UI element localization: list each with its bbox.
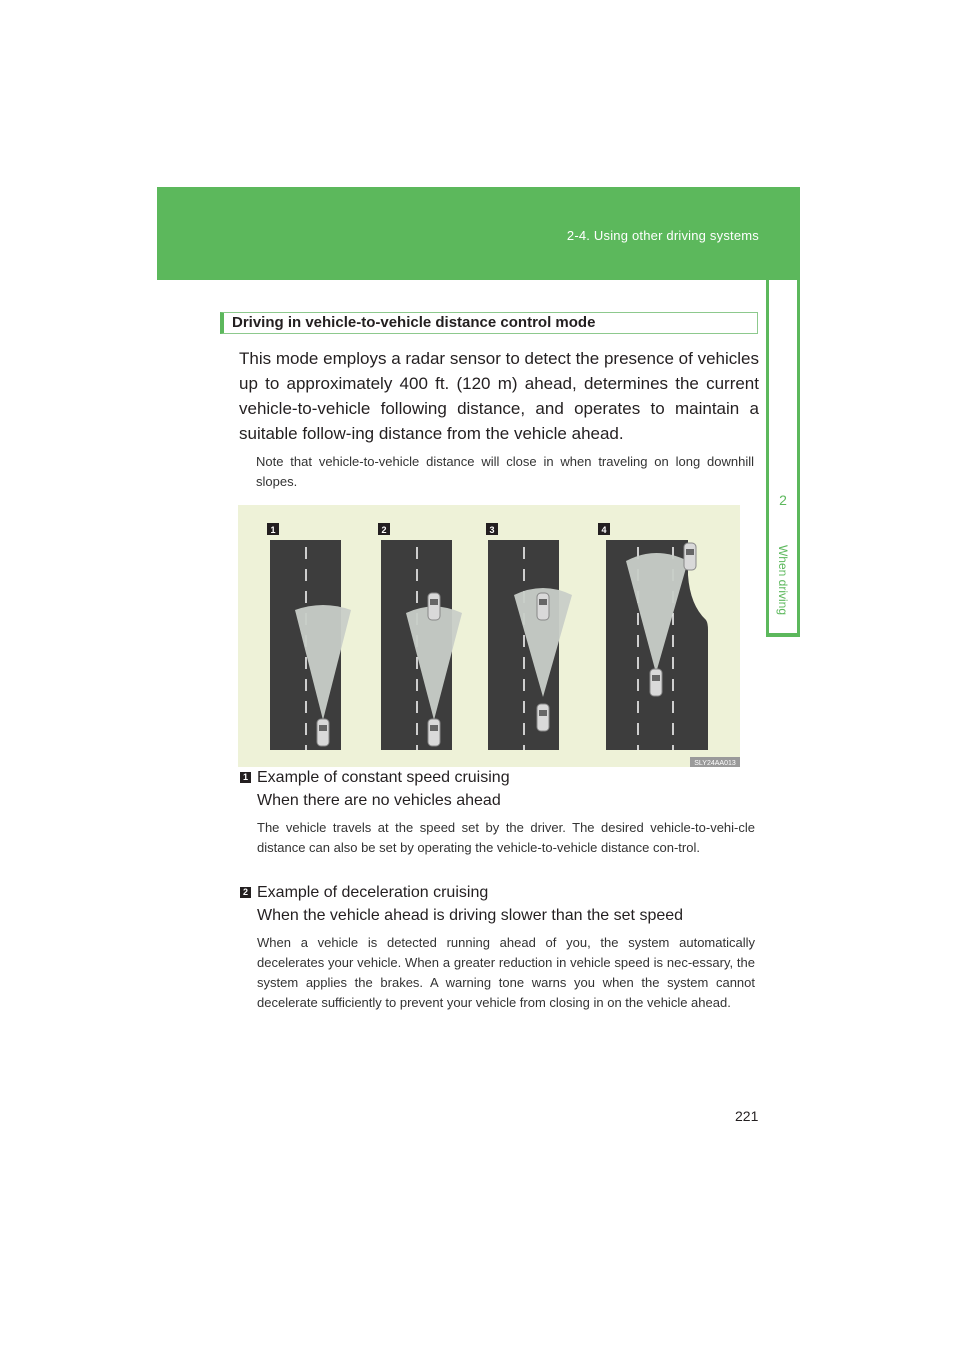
marker-2: 2	[381, 525, 387, 535]
item-2-subtitle: When the vehicle ahead is driving slower than the set speed	[257, 907, 684, 924]
scenario-panel-2	[381, 540, 462, 750]
scenario-panel-1	[270, 540, 351, 750]
section-heading-box	[220, 312, 758, 334]
page-number: 221	[735, 1108, 759, 1124]
vehicle-ahead	[537, 593, 549, 620]
chapter-label: When driving	[776, 544, 790, 616]
own-vehicle	[537, 704, 549, 731]
chapter-number: 2	[779, 492, 787, 508]
vehicle-changing-lane	[684, 543, 696, 570]
section-heading: Driving in vehicle-to-vehicle distance control mode	[232, 314, 596, 331]
item-1-subtitle: When there are no vehicles ahead	[257, 792, 501, 809]
item-marker-2: 2	[240, 887, 251, 898]
item-1-description: The vehicle travels at the speed set by the driver. The desired vehicle-to-vehi-cle distance can also be set by operating the vehicle-to-vehicle distance con-trol.	[257, 820, 755, 855]
own-vehicle	[428, 719, 440, 746]
marker-3: 3	[489, 525, 495, 535]
own-vehicle	[317, 719, 329, 746]
vehicle-ahead	[428, 593, 440, 620]
own-vehicle	[650, 669, 662, 696]
item-marker-1: 1	[240, 772, 251, 783]
radar-cruise-illustration	[238, 505, 740, 767]
chapter-header-band	[157, 187, 800, 280]
item-2-title: Example of deceleration cruising	[257, 884, 489, 901]
note-paragraph: Note that vehicle-to-vehicle distance will close in when traveling on long downhill slopes.	[256, 454, 754, 489]
marker-4: 4	[601, 525, 607, 535]
item-2-description: When a vehicle is detected running ahead of you, the system automatically decelerates your vehicle. When a greater reduction in vehicle speed is nec-essary, the system applies the brakes. A warning tone warns you when the system cannot decelerate sufficiently to prevent your vehicle from closing in on the vehicle ahead.	[257, 935, 755, 1010]
chapter-section-title: 2-4. Using other driving systems	[566, 228, 759, 243]
side-tab-text	[766, 280, 800, 980]
marker-1: 1	[270, 525, 276, 535]
figure-code: SLY24AA013	[694, 760, 736, 767]
item-1-title: Example of constant speed cruising	[257, 769, 510, 786]
body-paragraph: This mode employs a radar sensor to detect the presence of vehicles up to approximately 400 ft. (120 m) ahead, determines the current vehicle-to-vehicle following distance, and operates to maintain a suitable follow-ing distance from the vehicle ahead.	[239, 349, 759, 443]
